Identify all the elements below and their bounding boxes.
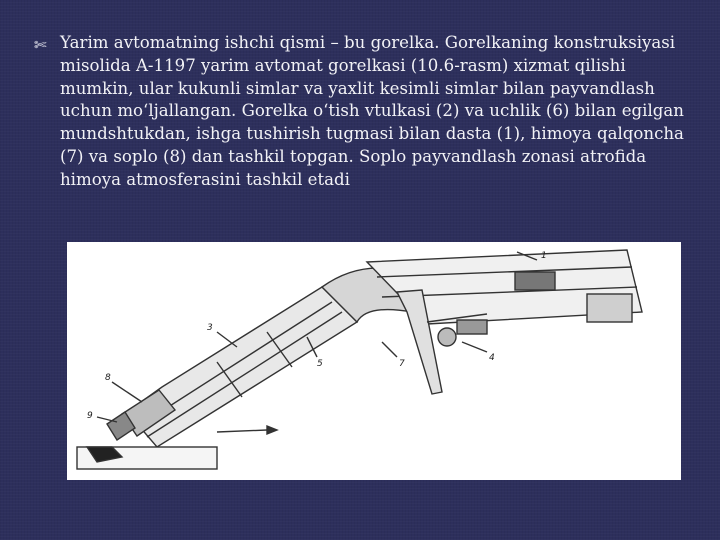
torch-drawing [67,242,681,480]
callout-9: 9 [87,411,93,421]
bullet-icon: ✄ [34,36,47,54]
trigger [438,328,456,346]
callout-5: 5 [317,359,323,369]
callout-3: 3 [207,323,213,333]
callout-1: 1 [541,251,547,261]
callout-4: 4 [489,353,495,363]
callout-8: 8 [105,373,111,383]
body-paragraph: Yarim avtomatning ishchi qismi – bu gorelka. Gorelkaning konstruksiyasi misolida A-1197 yarim avtomat gorelkasi (10.6-rasm) xizmat qilishi mumkin, ular kukunli simlar va yaxlit kesimli simlar bilan payvandlash uchun mo‘ljallangan. Gorelka o‘tish vtulkasi (2) va uchlik (6) bilan egilgan mundshtukdan, ishga tushirish tugmasi bilan dasta (1), himoya qalqoncha (7) va soplo (8) dan tashkil topgan. Soplo payvandlash zonasi atrofida himoya atmosferasini tashkil etadi [60,33,684,189]
torch-diagram [67,242,681,480]
handle-cap [587,294,632,322]
callout-7: 7 [399,359,405,369]
